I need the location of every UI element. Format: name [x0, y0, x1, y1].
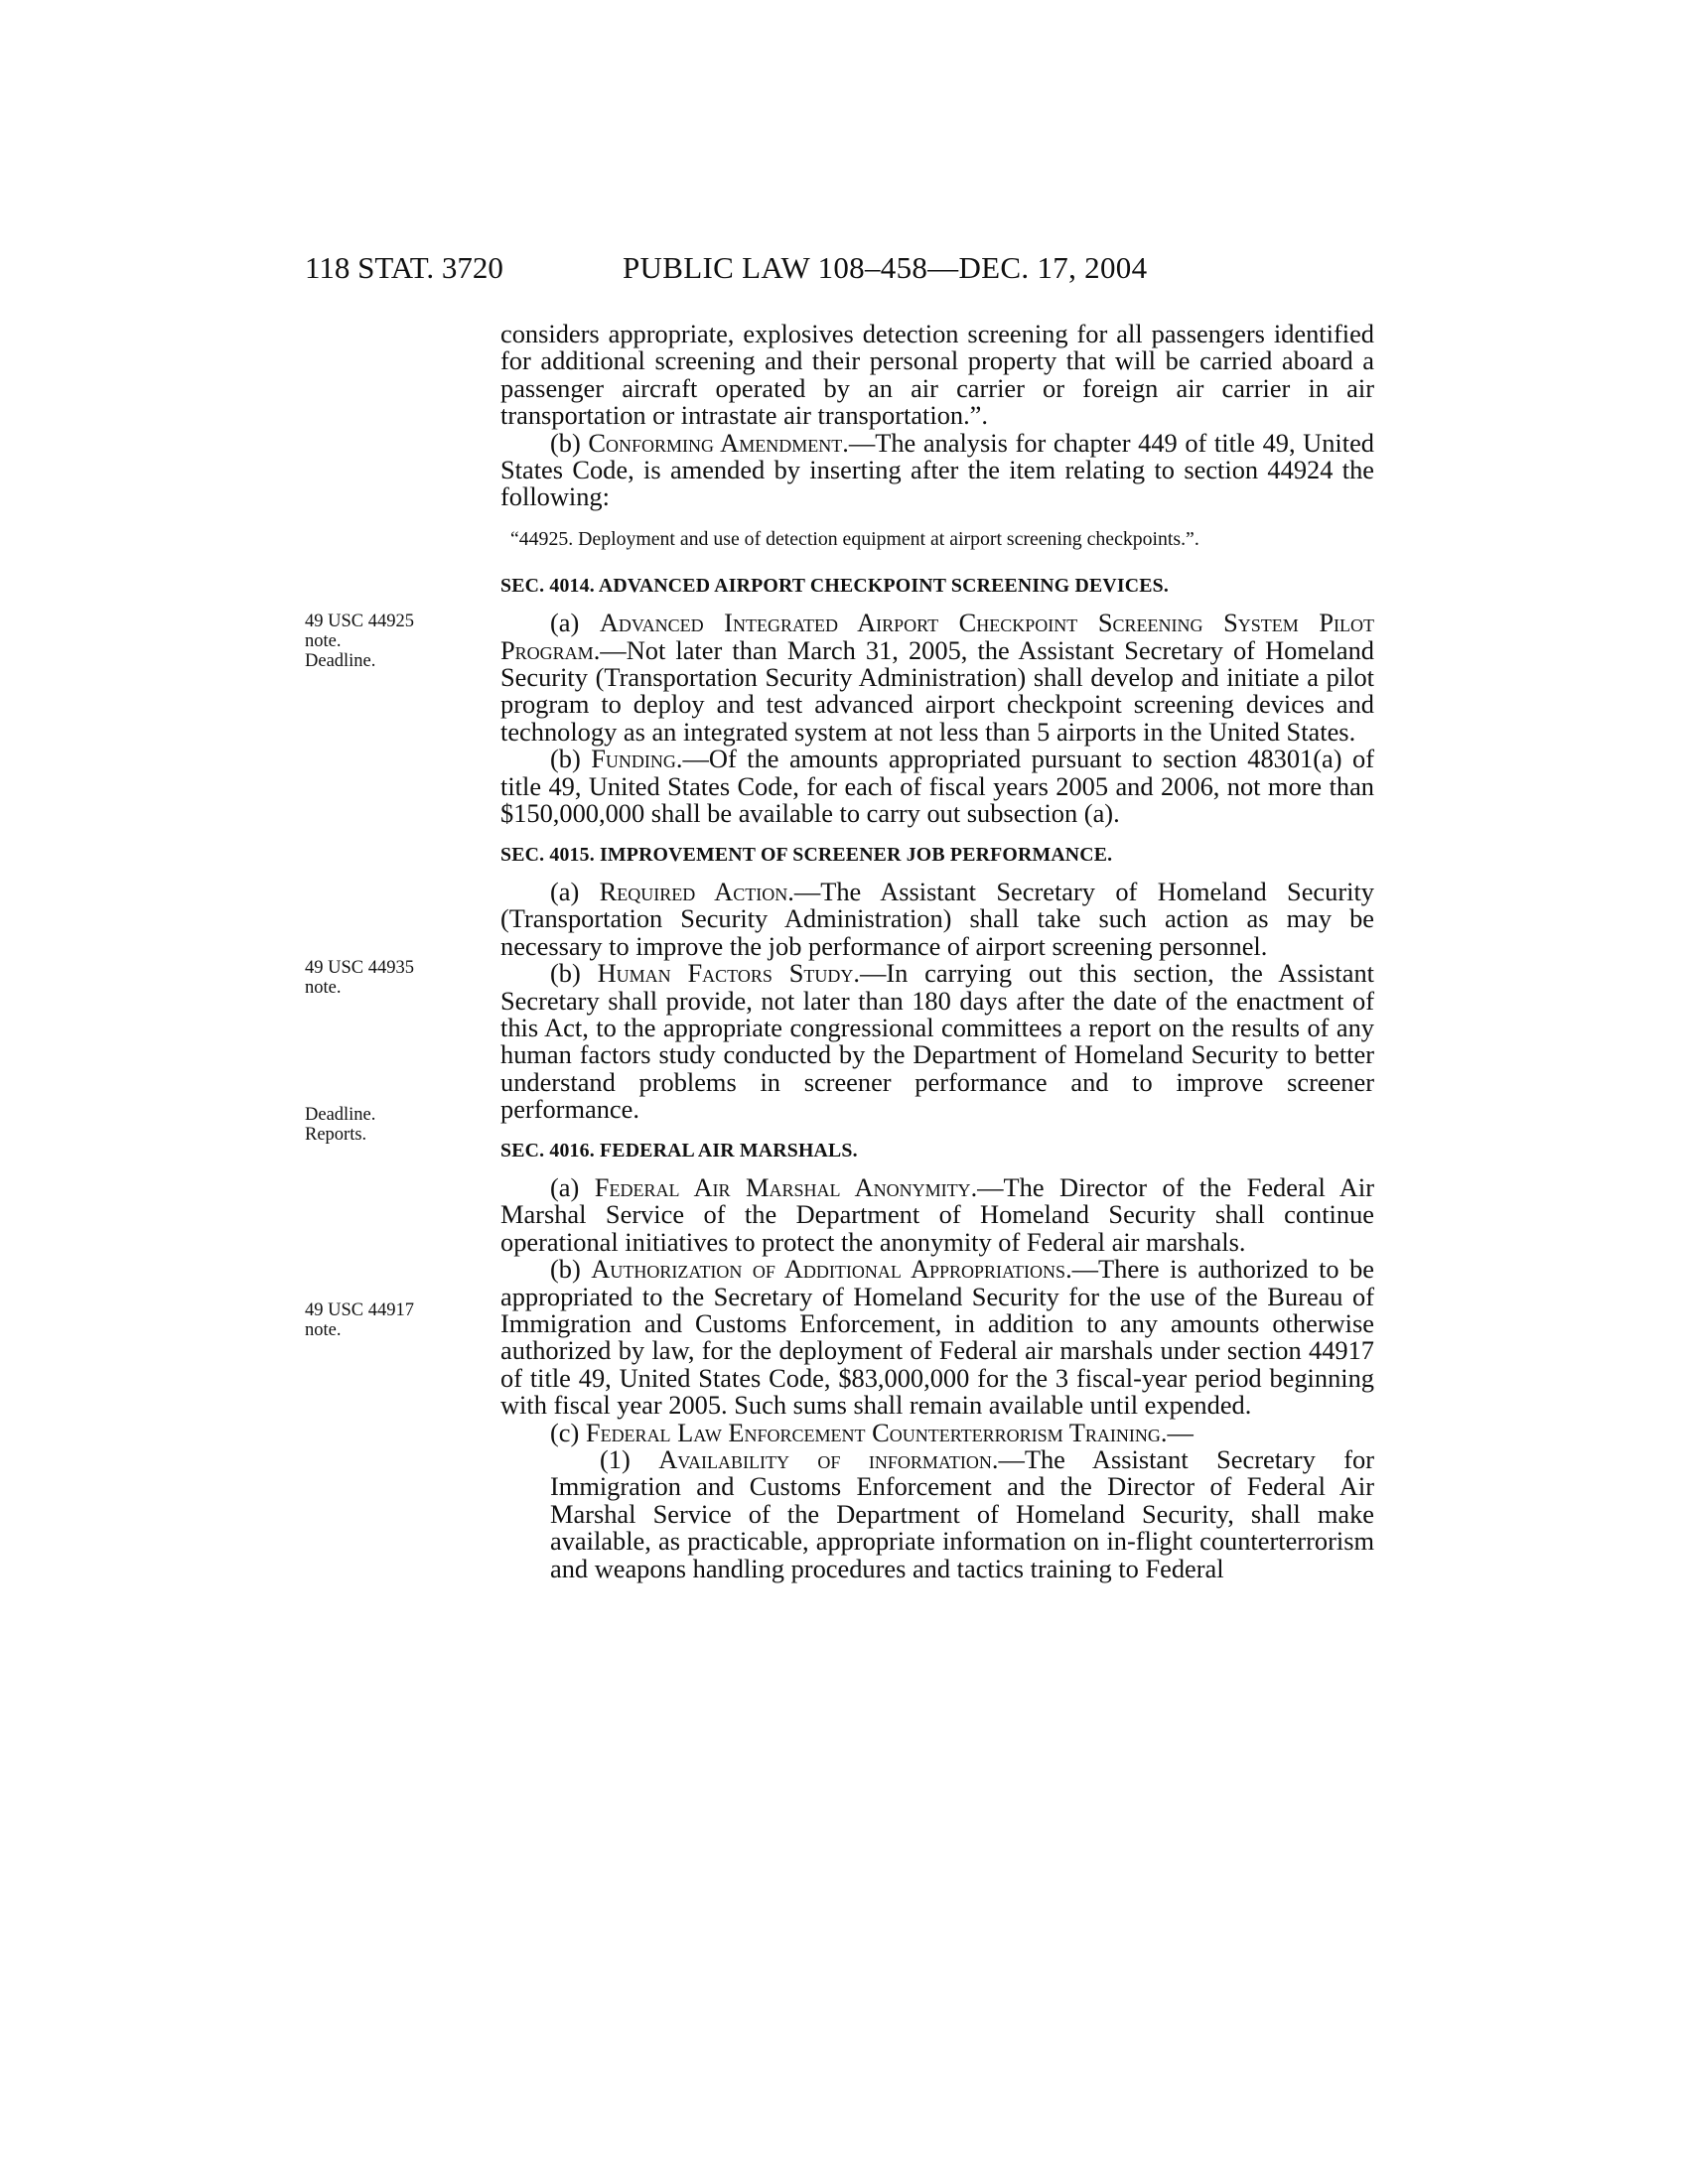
- margin-note-line: Reports.: [305, 1125, 367, 1145]
- margin-note: [305, 958, 454, 998]
- subsection-text: .—The Director of the Federal Air Marshal Service of the Department of Homeland Security shall continue operational initiatives to protect the anonymity of Federal air marshals.: [500, 1171, 1374, 1257]
- subsection-a: [500, 876, 1374, 961]
- paragraph-group: [500, 1446, 1374, 1582]
- margin-note: [305, 612, 454, 671]
- subsection-text: .—Of the amounts appropriated pursuant to section 48301(a) of title 49, United States Code, for each of fiscal years 2005 and 2006, not more than $150,000,000 shall be available to carry out subsection (a).: [500, 744, 1374, 829]
- margin-note-line: 49 USC 44917: [305, 1300, 414, 1320]
- subsection-heading: Funding: [591, 744, 676, 774]
- subsection-heading: Required Action: [599, 876, 788, 906]
- subsection-text: .—In carrying out this section, the Assistant Secretary shall provide, not later than 180 days after the date of the enactment of this Act, to the appropriate congressional committees a report on the results of any human factors study conducted by the Department of Homeland Security to better understand problems in screener performance and to improve screener performance.: [500, 958, 1375, 1125]
- margin-note-line: Deadline.: [305, 1105, 376, 1125]
- section-heading: SEC. 4015. IMPROVEMENT OF SCREENER JOB PERFORMANCE.: [500, 843, 1113, 866]
- subsection-heading: Conforming Amendment: [588, 427, 843, 458]
- subsection-text: .—The Assistant Secretary of Homeland Security (Transportation Security Administration) shall take such action as may be necessary to improve the job performance of airport screening personnel.: [500, 876, 1374, 961]
- subsection-label: (b): [550, 744, 592, 774]
- section-heading: SEC. 4016. FEDERAL AIR MARSHALS.: [500, 1139, 858, 1161]
- subsection-text: .—: [1160, 1417, 1194, 1447]
- paragraph: considers appropriate, explosives detection screening for all passengers identified for additional screening and their personal property that will be carried aboard a passenger aircraft operated by an air carrier or foreign air carrier in air transportation or intrastate air transportation.”.: [500, 319, 1374, 431]
- subsection-label: (a): [550, 1171, 595, 1202]
- subsection-b: [500, 960, 1374, 1123]
- subsection-heading: Advanced Integrated Airport Checkpoint Screening System Pilot Program: [500, 608, 1374, 665]
- subsection-heading: Human Factors Study: [597, 958, 854, 989]
- subsection-text: .—There is authorized to be appropriated to the Secretary of Homeland Security for the use of the Bureau of Immigration and Customs Enforcement, in addition to any amounts otherwise authorized by law, for the deployment of Federal air marshals under section 44917 of title 49, United States Code, $83,000,000 for the 3 fiscal-year period beginning with fiscal year 2005. Such sums shall remain available until expended.: [500, 1254, 1375, 1421]
- paragraph-heading: Availability of information: [658, 1444, 992, 1475]
- margin-note-line: 49 USC 44925: [305, 612, 414, 631]
- subsection-label: (b): [550, 1254, 592, 1285]
- page-header: [0, 250, 1688, 290]
- margin-note-line: note.: [305, 1320, 342, 1340]
- subsection-label: (a): [550, 876, 600, 906]
- document-body: [500, 321, 1374, 1582]
- paragraph-text: .—The Assistant Secretary for Immigration and Customs Enforcement and the Director of Federal Air Marshal Service of the Department of Homeland Security, shall make available, as practicable, appropriate information on in-flight counterterrorism and weapons handling procedures and tactics training to Federal: [550, 1444, 1374, 1583]
- public-law-citation: PUBLIC LAW 108–458—DEC. 17, 2004: [623, 250, 1148, 285]
- margin-note-line: note.: [305, 631, 342, 651]
- table-of-contents-item: “44925. Deployment and use of detection equipment at airport screening checkpoints.”.: [510, 527, 1199, 550]
- subsection-text: .—The analysis for chapter 449 of title 49, United States Code, is amended by inserting after the item relating to section 44924 the following:: [500, 427, 1375, 512]
- subsection-a: [500, 1171, 1374, 1257]
- subsection-b-conforming: [500, 427, 1375, 512]
- subsection-a: [500, 610, 1374, 746]
- subsection-b: [500, 746, 1374, 827]
- margin-note: [305, 1300, 454, 1340]
- margin-note-line: Deadline.: [305, 651, 376, 671]
- subsection-label: (a): [550, 608, 600, 638]
- section-heading: SEC. 4014. ADVANCED AIRPORT CHECKPOINT SCREENING DEVICES.: [500, 574, 1169, 597]
- subsection-b: [500, 1256, 1374, 1419]
- paragraph-label: (1): [600, 1444, 659, 1475]
- subsection-heading: Federal Air Marshal Anonymity: [594, 1171, 971, 1202]
- margin-note: [305, 1105, 454, 1145]
- margin-note-line: 49 USC 44935: [305, 958, 414, 978]
- subsection-heading: Authorization of Additional Appropriations: [591, 1254, 1066, 1285]
- paragraph-1: [550, 1446, 1374, 1582]
- margin-note-line: note.: [305, 978, 342, 998]
- subsection-c: [500, 1417, 1374, 1447]
- subsection-label: (b): [550, 427, 589, 458]
- subsection-heading: Federal Law Enforcement Counterterrorism Training: [585, 1417, 1161, 1447]
- subsection-label: (b): [550, 958, 598, 989]
- statute-page-number: 118 STAT. 3720: [305, 250, 503, 285]
- subsection-text: .—Not later than March 31, 2005, the Assistant Secretary of Homeland Security (Transportation Security Administration) shall develop and initiate a pilot program to deploy and test advanced airport checkpoint screening devices and technology as an integrated system at not less than 5 airports in the United States.: [500, 634, 1374, 747]
- subsection-label: (c): [550, 1417, 586, 1447]
